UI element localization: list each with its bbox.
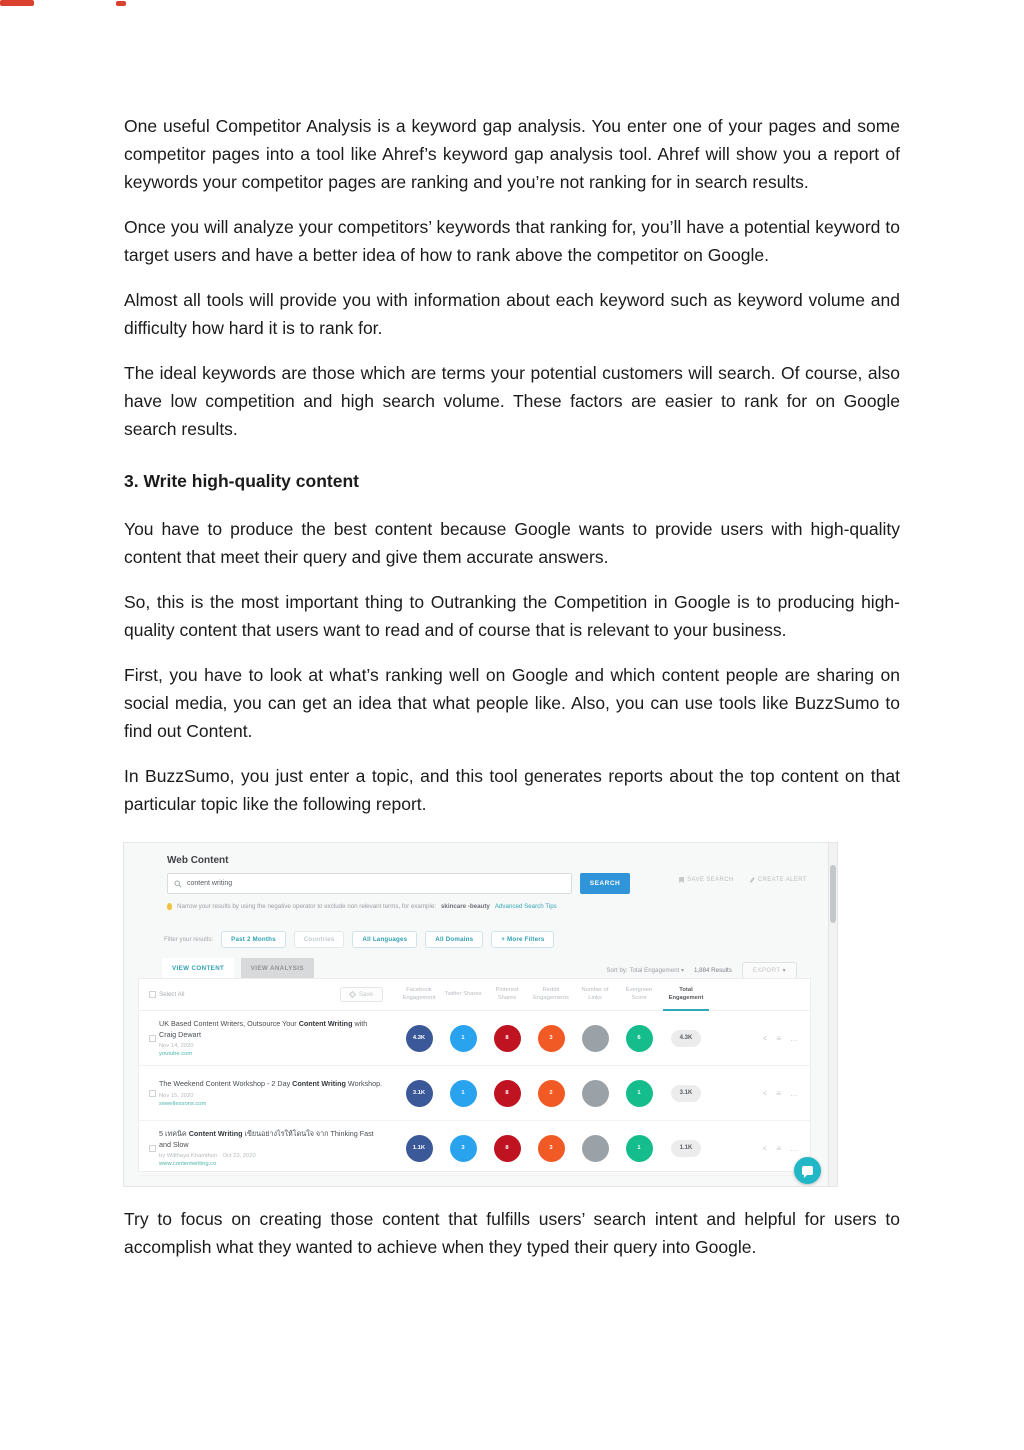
save-search-link[interactable] xyxy=(679,877,734,883)
reddit-engagements-badge: 2 xyxy=(538,1080,565,1107)
table-row xyxy=(139,1121,810,1176)
evergreen-score-badge: 1 xyxy=(626,1135,653,1162)
share-icon[interactable]: < xyxy=(762,1033,768,1043)
search-icon xyxy=(174,880,182,888)
tag-icon xyxy=(349,991,356,998)
bookmark-icon xyxy=(679,877,684,883)
tab-view-analysis[interactable]: VIEW ANALYSIS xyxy=(241,958,314,978)
chevron-down-icon: ▾ xyxy=(782,968,786,974)
paragraph: You have to produce the best content because Google wants to provide users with high-quality content that meet their query and give them accurate answers. xyxy=(124,519,900,567)
total-engagement-badge: 3.1K xyxy=(671,1085,701,1102)
export-label: EXPORT xyxy=(752,967,781,974)
tabs-row xyxy=(162,957,797,978)
title-text: with Craig Dewart xyxy=(159,1019,368,1039)
list-icon[interactable]: ≡ xyxy=(776,1088,781,1098)
chat-bubble-icon xyxy=(802,1166,813,1175)
search-input[interactable] xyxy=(167,873,572,894)
result-date: Nov 15, 2020 xyxy=(159,1092,194,1099)
column-total-engagement[interactable]: Total Engagement xyxy=(661,987,711,1001)
total-engagement-badge: 4.3K xyxy=(671,1030,701,1047)
table-row xyxy=(139,1011,810,1066)
share-icon[interactable]: < xyxy=(762,1143,768,1153)
result-title-link[interactable] xyxy=(159,1019,385,1040)
paragraph: In BuzzSumo, you just enter a topic, and this tool generates reports about the top content on that particular topic like the following report. xyxy=(124,766,900,814)
document-body xyxy=(124,0,900,1261)
twitter-shares-badge: 3 xyxy=(450,1135,477,1162)
lightbulb-icon xyxy=(167,903,172,910)
export-button[interactable] xyxy=(742,962,797,979)
filter-languages[interactable]: All Languages xyxy=(352,931,417,948)
paragraph: Almost all tools will provide you with information about each keyword such as keyword volume and difficulty how hard it is to rank for. xyxy=(124,290,900,338)
twitter-shares-badge: 1 xyxy=(450,1025,477,1052)
paragraph: The ideal keywords are those which are terms your potential customers will search. Of course, also have low competition and high search volume. These factors are easier to rank for on Google search results. xyxy=(124,363,900,439)
title-highlight: Content Writing xyxy=(292,1079,346,1089)
result-domain-link[interactable]: www.contentwriting.co xyxy=(159,1160,217,1167)
row-checkbox[interactable] xyxy=(149,1145,156,1152)
more-icon[interactable]: … xyxy=(790,1033,798,1043)
title-highlight: Content Writing xyxy=(188,1129,243,1139)
tip-text: Narrow your results by using the negative operator to exclude non relevant terms, for example: xyxy=(177,903,436,910)
paragraph: First, you have to look at what’s ranking well on Google and which content people are sharing on social media, you can get an idea that what people like. Also, you can use tools like BuzzSumo to find out Content. xyxy=(124,665,900,741)
pencil-icon xyxy=(750,877,755,883)
tab-view-content[interactable]: VIEW CONTENT xyxy=(162,958,234,978)
web-content-title: Web Content xyxy=(167,855,229,866)
column-twitter-shares[interactable]: Twitter Shares xyxy=(444,990,482,997)
section-heading: 3. Write high-quality content xyxy=(124,471,359,491)
bulk-save-button[interactable] xyxy=(340,987,383,1002)
create-alert-label: CREATE ALERT xyxy=(757,877,807,883)
search-query-text: content writing xyxy=(187,880,233,887)
create-alert-link[interactable] xyxy=(750,877,807,883)
column-number-of-links[interactable]: Number of Links xyxy=(581,987,609,1001)
filter-label: Filter your results: xyxy=(164,936,214,943)
paragraph: Once you will analyze your competitors’ keywords that ranking for, you’ll have a potential keyword to target users and have a better idea of how to rank above the competitor on Google. xyxy=(124,217,900,265)
result-title-cell xyxy=(159,1079,397,1106)
list-icon[interactable]: ≡ xyxy=(776,1143,781,1153)
column-pinterest-shares[interactable]: Pinterest Shares xyxy=(495,987,519,1001)
row-checkbox[interactable] xyxy=(149,1035,156,1042)
advanced-search-tips-link[interactable]: Advanced Search Tips xyxy=(494,903,557,910)
save-search-label: SAVE SEARCH xyxy=(687,877,734,883)
header-left xyxy=(159,987,397,1002)
scan-artifact xyxy=(116,1,126,6)
title-text: UK Based Content Writers, Outsource Your xyxy=(159,1019,299,1029)
result-domain-link[interactable]: sweetlessons.com xyxy=(159,1100,207,1107)
select-all-label[interactable]: Select All xyxy=(159,991,185,998)
result-date: Nov 14, 2020 xyxy=(159,1042,194,1049)
evergreen-score-badge: 1 xyxy=(626,1080,653,1107)
tip-example: skincare -beauty xyxy=(440,903,490,910)
chevron-down-icon: ▾ xyxy=(680,968,684,974)
paragraph: Try to focus on creating those content that fulfills users’ search intent and helpful for users to accomplish what they wanted to achieve when they typed their query into Google. xyxy=(124,1209,900,1257)
chat-widget-button[interactable] xyxy=(794,1157,821,1184)
title-text: เขียนอย่างไรให้โดนใจ จาก Thinking Fast and Slow xyxy=(159,1129,374,1149)
total-engagement-badge: 1.1K xyxy=(671,1140,701,1157)
column-evergreen-score[interactable]: Evergreen Score xyxy=(625,987,653,1001)
evergreen-score-badge: 6 xyxy=(626,1025,653,1052)
result-domain-link[interactable]: youtube.com xyxy=(159,1050,193,1057)
title-text: 5 เทคนิค xyxy=(159,1129,189,1139)
result-byline: by Witthaya Khamthon · Oct 23, 2020 xyxy=(159,1152,256,1159)
sort-toolbar xyxy=(606,962,797,979)
more-filters-button[interactable]: + More Filters xyxy=(491,931,554,948)
more-icon[interactable]: … xyxy=(790,1088,798,1098)
links-count-badge xyxy=(582,1135,609,1162)
column-facebook-engagement[interactable]: Facebook Engagement xyxy=(402,987,436,1001)
links-count-badge xyxy=(582,1080,609,1107)
pinterest-shares-badge: 8 xyxy=(494,1080,521,1107)
paragraph: So, this is the most important thing to Outranking the Competition in Google is to producing high-quality content that users want to read and of course that is relevant to your business. xyxy=(124,592,900,640)
scrollbar[interactable] xyxy=(828,843,837,1186)
buzzsumo-screenshot xyxy=(123,842,838,1187)
more-icon[interactable]: … xyxy=(790,1143,798,1153)
scan-artifact xyxy=(0,0,34,6)
facebook-engagement-badge: 1.1K xyxy=(406,1135,433,1162)
row-actions xyxy=(711,1144,810,1153)
reddit-engagements-badge: 3 xyxy=(538,1025,565,1052)
bulk-save-label: Save xyxy=(358,991,373,998)
title-highlight: Content Writing xyxy=(298,1019,353,1029)
search-button[interactable]: SEARCH xyxy=(580,873,630,894)
sort-by-label: Sort by: Total Engagement xyxy=(606,967,680,974)
results-count: 1,884 Results xyxy=(693,967,732,974)
row-actions xyxy=(711,1034,810,1043)
result-title-cell xyxy=(159,1019,397,1057)
links-count-badge xyxy=(582,1025,609,1052)
sort-by-dropdown[interactable] xyxy=(606,967,684,974)
table-header xyxy=(139,979,810,1011)
results-panel xyxy=(138,978,811,1172)
search-row xyxy=(167,873,807,895)
filter-domains[interactable]: All Domains xyxy=(425,931,483,948)
result-title-link[interactable] xyxy=(159,1129,385,1150)
select-all-checkbox[interactable] xyxy=(149,991,156,998)
share-icon[interactable]: < xyxy=(762,1088,768,1098)
twitter-shares-badge: 1 xyxy=(450,1080,477,1107)
result-title-cell xyxy=(159,1129,397,1167)
title-text: Workshop. xyxy=(345,1079,383,1089)
reddit-engagements-badge: 3 xyxy=(538,1135,565,1162)
pinterest-shares-badge: 8 xyxy=(494,1135,521,1162)
search-tip xyxy=(167,903,557,910)
column-reddit-engagements[interactable]: Reddit Engagements xyxy=(533,987,569,1001)
filter-countries[interactable]: Countries xyxy=(294,931,345,948)
list-icon[interactable]: ≡ xyxy=(776,1033,781,1043)
pinterest-shares-badge: 8 xyxy=(494,1025,521,1052)
title-text: The Weekend Content Workshop - 2 Day xyxy=(159,1079,293,1089)
row-checkbox[interactable] xyxy=(149,1090,156,1097)
table-row xyxy=(139,1066,810,1121)
facebook-engagement-badge: 4.3K xyxy=(406,1025,433,1052)
filter-row xyxy=(164,931,554,948)
paragraph: One useful Competitor Analysis is a keyword gap analysis. You enter one of your pages and some competitor pages into a tool like Ahref’s keyword gap analysis tool. Ahref will show you a report of keywords your competitor pages are ranking and you’re not ranking for in search results. xyxy=(124,116,900,192)
header-links xyxy=(679,877,807,883)
scrollbar-thumb[interactable] xyxy=(830,865,836,923)
result-title-link[interactable] xyxy=(159,1079,385,1089)
filter-date-range[interactable]: Past 2 Months xyxy=(221,931,286,948)
facebook-engagement-badge: 3.1K xyxy=(406,1080,433,1107)
row-actions xyxy=(711,1089,810,1098)
